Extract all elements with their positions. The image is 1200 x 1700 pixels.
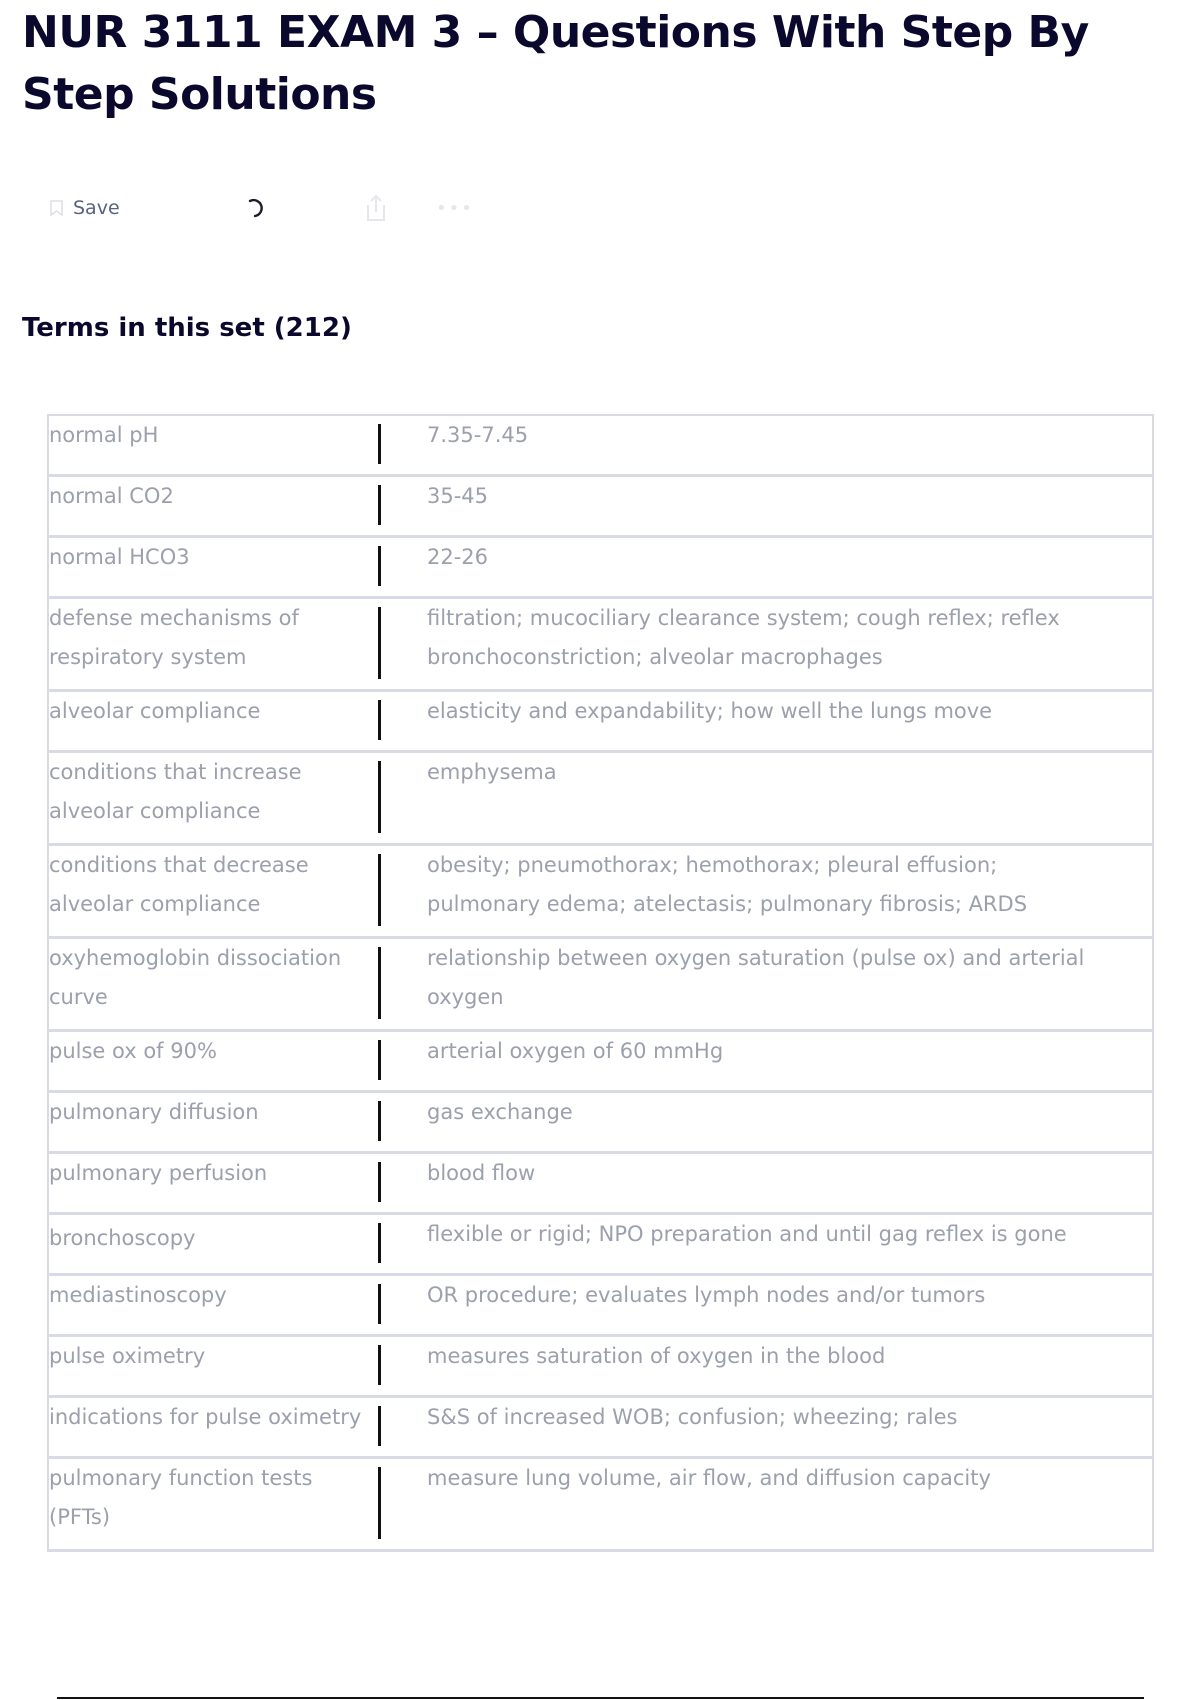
term-cell: pulse ox of 90% [49, 1032, 378, 1093]
definition-cell: measures saturation of oxygen in the blood [381, 1337, 1152, 1398]
term-cell: pulmonary function tests (PFTs) [49, 1459, 378, 1552]
term-row [49, 753, 1152, 846]
definition-cell: OR procedure; evaluates lymph nodes and/or tumors [381, 1276, 1152, 1337]
term-row [49, 1032, 1152, 1093]
terms-table-body [49, 416, 1152, 1552]
definition-cell: measure lung volume, air flow, and diffusion capacity [381, 1459, 1152, 1552]
term-cell: conditions that increase alveolar compliance [49, 753, 378, 846]
term-cell: pulse oximetry [49, 1337, 378, 1398]
definition-cell: obesity; pneumothorax; hemothorax; pleural effusion; pulmonary edema; atelectasis; pulmonary fibrosis; ARDS [381, 846, 1152, 939]
term-cell: alveolar compliance [49, 692, 378, 753]
term-row [49, 939, 1152, 1032]
definition-cell: 35-45 [381, 477, 1152, 538]
term-row [49, 477, 1152, 538]
term-cell: normal CO2 [49, 477, 378, 538]
page-title: NUR 3111 EXAM 3 – Questions With Step By Step Solutions [22, 7, 1089, 120]
term-cell: indications for pulse oximetry [49, 1398, 378, 1459]
term-row [49, 538, 1152, 599]
definition-cell: 7.35-7.45 [381, 416, 1152, 477]
definition-cell: blood flow [381, 1154, 1152, 1215]
loading-button[interactable] [245, 188, 269, 228]
bottom-divider [57, 1697, 1144, 1699]
definition-cell: filtration; mucociliary clearance system; cough reflex; reflex bronchoconstriction; alveolar macrophages [381, 599, 1152, 692]
definition-cell: S&S of increased WOB; confusion; wheezing; rales [381, 1398, 1152, 1459]
term-cell: mediastinoscopy [49, 1276, 378, 1337]
terms-count-heading: Terms in this set (212) [22, 313, 352, 343]
save-button[interactable] [50, 188, 120, 228]
spinner-icon [245, 194, 269, 222]
more-icon: ••• [436, 197, 474, 219]
term-cell: conditions that decrease alveolar compliance [49, 846, 378, 939]
term-row [49, 1093, 1152, 1154]
term-row [49, 1215, 1152, 1276]
term-row [49, 1337, 1152, 1398]
term-cell: pulmonary diffusion [49, 1093, 378, 1154]
bookmark-icon [50, 200, 63, 216]
share-button[interactable] [364, 188, 388, 228]
definition-cell: gas exchange [381, 1093, 1152, 1154]
term-row [49, 1398, 1152, 1459]
term-cell: bronchoscopy [49, 1215, 378, 1276]
term-row [49, 599, 1152, 692]
definition-cell: arterial oxygen of 60 mmHg [381, 1032, 1152, 1093]
definition-cell: relationship between oxygen saturation (pulse ox) and arterial oxygen [381, 939, 1152, 1032]
term-row [49, 1276, 1152, 1337]
definition-cell: elasticity and expandability; how well the lungs move [381, 692, 1152, 753]
term-row [49, 846, 1152, 939]
save-label: Save [73, 197, 120, 219]
term-row [49, 416, 1152, 477]
term-cell: pulmonary perfusion [49, 1154, 378, 1215]
definition-cell: flexible or rigid; NPO preparation and until gag reflex is gone [381, 1215, 1152, 1276]
definition-cell: emphysema [381, 753, 1152, 846]
term-cell: oxyhemoglobin dissociation curve [49, 939, 378, 1032]
term-row [49, 1154, 1152, 1215]
term-cell: normal HCO3 [49, 538, 378, 599]
term-row [49, 1459, 1152, 1552]
more-options-button[interactable] [436, 188, 474, 228]
toolbar [50, 188, 500, 228]
term-cell: normal pH [49, 416, 378, 477]
definition-cell: 22-26 [381, 538, 1152, 599]
term-cell: defense mechanisms of respiratory system [49, 599, 378, 692]
share-icon [364, 193, 388, 223]
terms-table [47, 414, 1154, 1552]
term-row [49, 692, 1152, 753]
